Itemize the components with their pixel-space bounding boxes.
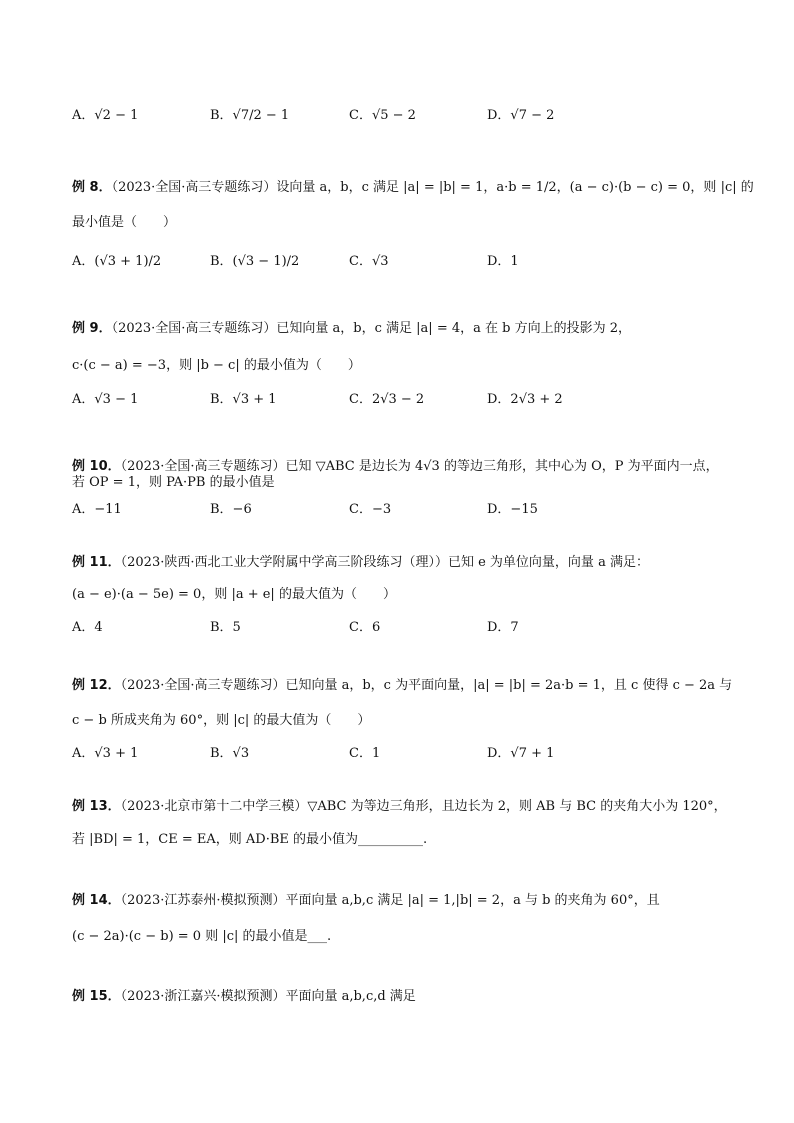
question-12-line-1	[72, 676, 732, 696]
option-d[interactable]: D．2√3 + 2	[487, 392, 563, 407]
option-c[interactable]: C．−3	[349, 502, 392, 517]
option-a[interactable]: A．−11	[72, 502, 122, 517]
option-a[interactable]: A．√3 + 1	[72, 746, 139, 761]
option-b[interactable]: B．5	[210, 620, 241, 635]
option-a[interactable]: A．(√3 + 1)/2	[72, 254, 162, 269]
option-c[interactable]: C．√5 − 2	[349, 108, 416, 123]
option-d[interactable]: D．√7 + 1	[487, 746, 555, 761]
option-d[interactable]: D．7	[487, 620, 519, 635]
question-label: 例 10．	[72, 459, 121, 474]
question-label: 例 8．	[72, 180, 112, 195]
option-a[interactable]: A．√2 − 1	[72, 108, 139, 123]
option-c[interactable]: C．1	[349, 746, 381, 761]
question-label: 例 15．	[72, 989, 121, 1004]
question-9-line-2: c·(c − a) = −3，则 |b − c| 的最小值为（ ）	[72, 358, 361, 373]
option-b[interactable]: B．√3 + 1	[210, 392, 277, 407]
option-c[interactable]: C．√3	[349, 254, 389, 269]
question-text: （2023·江苏泰州·模拟预测）平面向量 a,b,c 满足 |a| = 1,|b| = 2，a 与 b 的夹角为 60°，且	[120, 893, 660, 908]
option-b[interactable]: B．√3	[210, 746, 250, 761]
question-11-line-1	[72, 553, 649, 573]
question-9-line-1	[72, 319, 631, 339]
option-a[interactable]: A．4	[72, 620, 103, 635]
option-c[interactable]: C．6	[349, 620, 381, 635]
question-8-line-2: 最小值是（ ）	[72, 215, 177, 230]
question-15-line-1	[72, 987, 416, 1007]
question-text: （2023·陕西·西北工业大学附属中学高三阶段练习（理））已知 e 为单位向量，向量 a 满足：	[120, 555, 649, 570]
question-label: 例 11．	[72, 555, 121, 570]
option-a[interactable]: A．√3 − 1	[72, 392, 139, 407]
question-text: （2023·全国·高三专题练习）设向量 a，b，c 满足 |a| = |b| = 1，a·b = 1/2，(a − c)·(b − c) = 0，则 |c| 的	[111, 180, 754, 195]
option-b[interactable]: B．√7/2 − 1	[210, 108, 290, 123]
question-13-line-2: 若 |BD| = 1，CE = EA，则 AD·BE 的最小值为__________.	[72, 832, 428, 847]
question-text: （2023·浙江嘉兴·模拟预测）平面向量 a,b,c,d 满足	[120, 989, 416, 1004]
question-label: 例 14．	[72, 893, 121, 908]
question-12-line-2: c − b 所成夹角为 60°，则 |c| 的最大值为（ ）	[72, 713, 371, 728]
question-11-line-2: (a − e)·(a − 5e) = 0，则 |a + e| 的最大值为（ ）	[72, 587, 396, 602]
option-b[interactable]: B．(√3 − 1)/2	[210, 254, 300, 269]
question-8-line-1	[72, 178, 754, 198]
option-b[interactable]: B．−6	[210, 502, 252, 517]
option-d[interactable]: D．1	[487, 254, 519, 269]
question-text: （2023·北京市第十二中学三模）▽ABC 为等边三角形，且边长为 2，则 AB 与 BC 的夹角大小为 120°，	[120, 799, 727, 814]
question-14-line-2: (c − 2a)·(c − b) = 0 则 |c| 的最小值是___.	[72, 929, 332, 944]
question-label: 例 12．	[72, 678, 121, 693]
option-d[interactable]: D．√7 − 2	[487, 108, 555, 123]
question-10-line-2: 若 OP = 1，则 PA·PB 的最小值是	[72, 475, 275, 490]
question-text: （2023·全国·高三专题练习）已知 ▽ABC 是边长为 4√3 的等边三角形，其中心为 O，P 为平面内一点，	[120, 459, 719, 474]
question-label: 例 9．	[72, 321, 112, 336]
question-13-line-1	[72, 797, 727, 817]
question-label: 例 13．	[72, 799, 121, 814]
question-text: （2023·全国·高三专题练习）已知向量 a，b，c 为平面向量，|a| = |b| = 2a·b = 1，且 c 使得 c − 2a 与	[120, 678, 733, 693]
option-c[interactable]: C．2√3 − 2	[349, 392, 425, 407]
question-14-line-1	[72, 891, 660, 911]
question-text: （2023·全国·高三专题练习）已知向量 a，b，c 满足 |a| = 4，a 在 b 方向上的投影为 2，	[111, 321, 631, 336]
option-d[interactable]: D．−15	[487, 502, 538, 517]
